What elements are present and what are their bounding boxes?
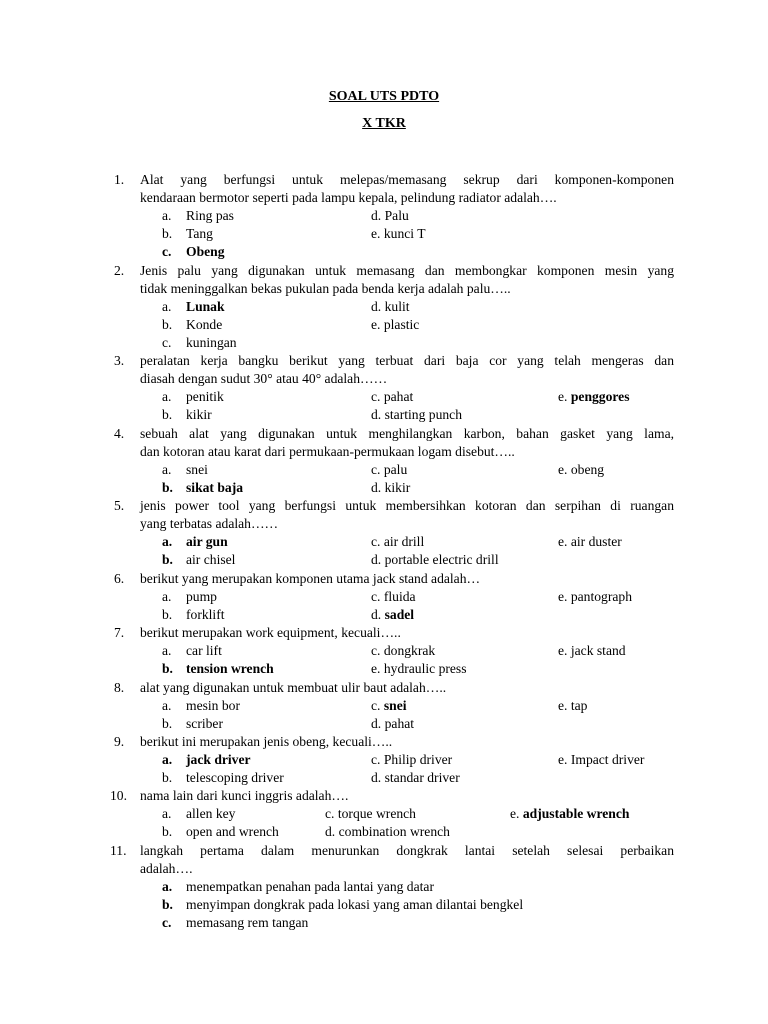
option: e. kunci T (371, 226, 426, 241)
option: c. fluida (371, 589, 416, 604)
question-number: 1. (114, 172, 125, 187)
stem-line: tidak meninggalkan bekas pukulan pada benda kerja adalah palu….. (140, 281, 511, 296)
option: c. kuningan (162, 335, 237, 350)
option: e. hydraulic press (371, 661, 467, 676)
stem-line: jenis power tool yang berfungsi untuk membersihkan kotoran dan serpihan di ruangan (140, 498, 674, 513)
question-number: 11. (110, 843, 127, 858)
stem-line: alat yang digunakan untuk membuat ulir baut adalah….. (140, 680, 447, 695)
option: d. Palu (371, 208, 409, 223)
option: a. allen key (162, 806, 236, 821)
option-answer: b. tension wrench (162, 661, 274, 676)
question-number: 4. (114, 426, 125, 441)
question-stem (140, 624, 674, 642)
option: e. jack stand (558, 643, 626, 658)
question-stem (140, 171, 674, 207)
stem-line: kendaraan bermotor seperti pada lampu kepala, pelindung radiator adalah…. (140, 190, 557, 205)
option: d. pahat (371, 716, 415, 731)
option-answer: a. jack driver (162, 752, 251, 767)
option-answer: a. air gun (162, 534, 228, 549)
option: d. kulit (371, 299, 410, 314)
option: d. portable electric drill (371, 552, 499, 567)
option: c. torque wrench (325, 806, 416, 821)
option: b. menyimpan dongkrak pada lokasi yang aman dilantai bengkel (162, 897, 524, 912)
question-stem (140, 262, 674, 298)
class-heading: X TKR (362, 116, 406, 131)
question-number: 7. (114, 625, 125, 640)
option: e. obeng (558, 462, 605, 477)
question-stem (140, 679, 674, 697)
option: c. palu (371, 462, 408, 477)
option: d. kikir (371, 480, 411, 495)
question-number: 8. (114, 680, 125, 695)
stem-line: diasah dengan sudut 30° atau 40° adalah…… (140, 371, 388, 386)
question-number: 2. (114, 263, 125, 278)
stem-line: berikut yang merupakan komponen utama jack stand adalah… (140, 571, 481, 586)
option: a. mesin bor (162, 698, 240, 713)
option: b. forklift (162, 607, 225, 622)
option: c. memasang rem tangan (162, 915, 309, 930)
option-answer: a. Lunak (162, 299, 225, 314)
question-number: 5. (114, 498, 125, 513)
option: b. scriber (162, 716, 223, 731)
question-stem (140, 425, 674, 461)
option: a. pump (162, 589, 217, 604)
question-stem (140, 787, 674, 805)
option-answer: e. adjustable wrench (510, 806, 630, 821)
stem-line: berikut ini merupakan jenis obeng, kecuali….. (140, 734, 393, 749)
option-answer: d. sadel (371, 607, 415, 622)
question-stem (140, 497, 674, 533)
stem-line: langkah pertama dalam menurunkan dongkrak lantai setelah selesai perbaikan (140, 843, 674, 858)
option: a. Ring pas (162, 208, 234, 223)
option: e. Impact driver (558, 752, 645, 767)
option: d. combination wrench (325, 824, 450, 839)
question-number: 9. (114, 734, 125, 749)
option: c. Philip driver (371, 752, 453, 767)
stem-line: dan kotoran atau karat dari permukaan-permukaan logam disebut….. (140, 444, 515, 459)
option-answer: c. Obeng (162, 244, 225, 259)
option-answer: a. menempatkan penahan pada lantai yang datar (162, 879, 434, 894)
option: a. car lift (162, 643, 222, 658)
question-stem (140, 352, 674, 388)
option: d. starting punch (371, 407, 463, 422)
option-answer: c. snei (371, 698, 407, 713)
option: e. pantograph (558, 589, 632, 604)
option: d. standar driver (371, 770, 460, 785)
option: e. plastic (371, 317, 420, 332)
stem-line: yang terbatas adalah…… (140, 516, 279, 531)
question-number: 10. (110, 788, 127, 803)
option: e. tap (558, 698, 588, 713)
option: b. Konde (162, 317, 223, 332)
option: e. air duster (558, 534, 622, 549)
option-answer: e. penggores (558, 389, 630, 404)
stem-line: Jenis palu yang digunakan untuk memasang dan membongkar komponen mesin yang (140, 263, 674, 278)
option: b. kikir (162, 407, 212, 422)
option: a. snei (162, 462, 208, 477)
question-stem (140, 842, 674, 878)
stem-line: peralatan kerja bangku berikut yang terbuat dari baja cor yang telah mengeras dan (140, 353, 674, 368)
option: c. dongkrak (371, 643, 436, 658)
option: a. penitik (162, 389, 224, 404)
option: c. air drill (371, 534, 425, 549)
stem-line: Alat yang berfungsi untuk melepas/memasang sekrup dari komponen-komponen (140, 172, 674, 187)
question-stem (140, 733, 674, 751)
stem-line: nama lain dari kunci inggris adalah…. (140, 788, 349, 803)
option: b. open and wrench (162, 824, 279, 839)
option-answer: b. sikat baja (162, 480, 244, 495)
question-stem (140, 570, 674, 588)
question-number: 3. (114, 353, 125, 368)
page-title: SOAL UTS PDTO (328, 89, 440, 104)
question-number: 6. (114, 571, 125, 586)
option: b. telescoping driver (162, 770, 284, 785)
option: b. air chisel (162, 552, 236, 567)
stem-line: berikut merupakan work equipment, kecuali….. (140, 625, 401, 640)
stem-line: sebuah alat yang digunakan untuk menghilangkan karbon, bahan gasket yang lama, (140, 426, 674, 441)
option: b. Tang (162, 226, 213, 241)
stem-line: adalah…. (140, 861, 193, 876)
option: c. pahat (371, 389, 414, 404)
